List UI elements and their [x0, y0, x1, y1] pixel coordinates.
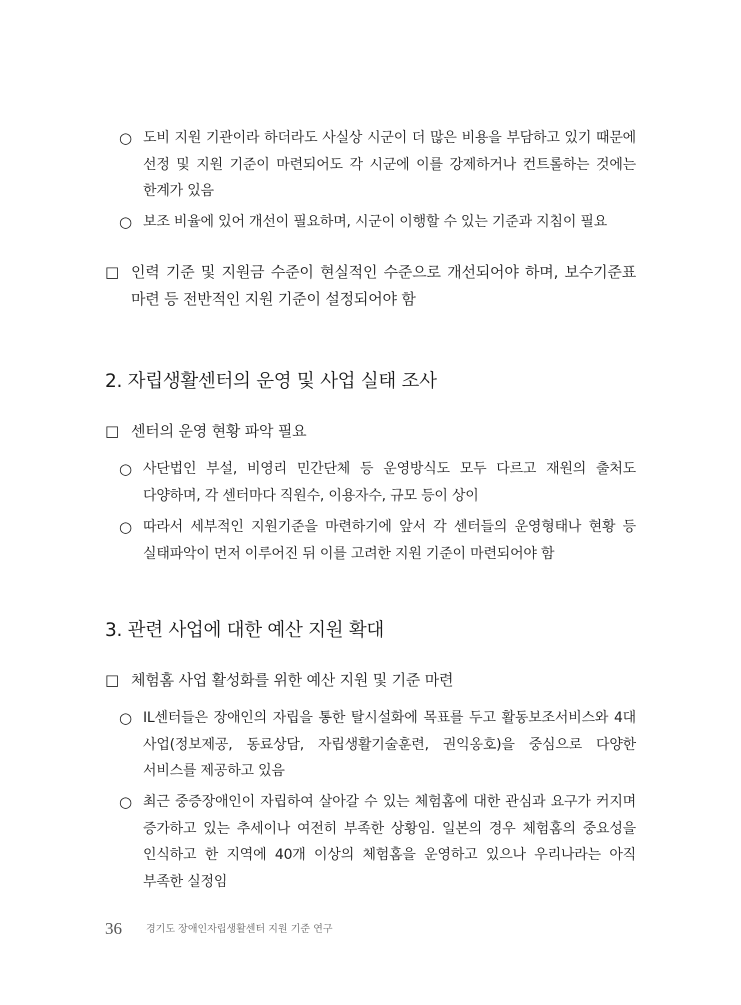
circle-bullet-icon: ○	[119, 518, 133, 536]
running-footer-title: 경기도 장애인자립생활센터 지원 기준 연구	[146, 924, 333, 935]
circle-bullet-icon: ○	[119, 129, 133, 147]
circle-bullet-icon: ○	[119, 709, 133, 727]
sub-item-staffing-standard: 인력 기준 및 지원금 수준이 현실적인 수준으로 개선되어야 하며, 보수기준표 마련 등 전반적인 지원 기준이 설정되어야 함	[131, 263, 636, 308]
bullet-item-subsidy-ratio: 보조 비율에 있어 개선이 필요하며, 시군이 이행할 수 있는 기준과 지침이 필요	[143, 214, 608, 230]
section-heading-3: 3. 관련 사업에 대한 예산 지원 확대	[105, 620, 384, 641]
bullet-item-experience-home-demand: 최근 중증장애인이 자립하여 살아갈 수 있는 체험홈에 대한 관심과 요구가 커지며 증가하고 있는 추세이나 여전히 부족한 상황임. 일본의 경우 체험홈의 중요성을 인식하고 한 지역에 40개 이상의 체험홈을 운영하고 있으나 우리나라는 아직 부족한 실정임	[143, 794, 636, 890]
bullet-item-cost-burden: 도비 지원 기관이라 하더라도 사실상 시군이 더 많은 비용을 부담하고 있기 때문에 선정 및 지원 기준이 마련되어도 각 시군에 이를 강제하거나 컨트롤하는 것에는 한계가 있음	[143, 130, 636, 199]
bullet-item-survey-first: 따라서 세부적인 지원기준을 마련하기에 앞서 각 센터들의 운영형태나 현황 등 실태파악이 먼저 이루어진 뒤 이를 고려한 지원 기준이 마련되어야 함	[143, 519, 636, 562]
circle-bullet-icon: ○	[119, 460, 133, 478]
bullet-item-operation-methods: 사단법인 부설, 비영리 민간단체 등 운영방식도 모두 다르고 재원의 출처도 다양하며, 각 센터마다 직원수, 이용자수, 규모 등이 상이	[143, 461, 636, 504]
section-heading-2: 2. 자립생활센터의 운영 및 사업 실태 조사	[105, 371, 437, 392]
circle-bullet-icon: ○	[119, 213, 133, 231]
square-bullet-icon: □	[105, 422, 120, 440]
square-bullet-icon: □	[105, 263, 120, 281]
square-bullet-icon: □	[105, 671, 120, 689]
circle-bullet-icon: ○	[119, 793, 133, 811]
bullet-item-il-centers: IL센터들은 장애인의 자립을 통한 탈시설화에 목표를 두고 활동보조서비스와 4대 사업(정보제공, 동료상담, 자립생활기술훈련, 권익옹호)을 중심으로 다양한 서비스를 제공하고 있음	[143, 710, 636, 779]
page-number: 36	[105, 919, 122, 938]
sub-item-operation-status: 센터의 운영 현황 파악 필요	[131, 422, 307, 440]
sub-item-experience-home: 체험홈 사업 활성화를 위한 예산 지원 및 기준 마련	[131, 671, 454, 689]
